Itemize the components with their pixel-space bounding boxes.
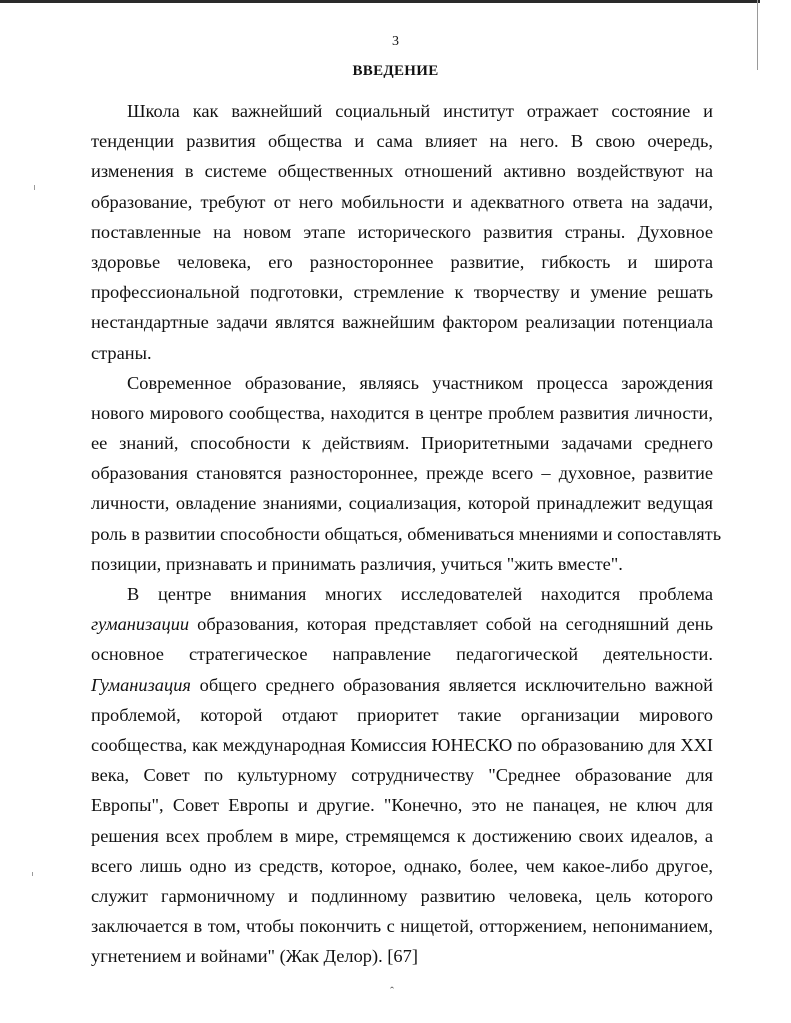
text-line: ее знаний, способности к действиям. Приоритетными задачами среднего	[91, 433, 713, 454]
section-heading: ВВЕДЕНИЕ	[352, 63, 439, 79]
text-line: личности, овладение знаниями, социализация, которой принадлежит ведущая	[91, 493, 713, 514]
text-line: поставленные на новом этапе исторического развития страны. Духовное	[91, 221, 713, 242]
italic-term: гуманизации	[91, 614, 190, 635]
text-line: нестандартные задачи являтся важнейшим фактором реализации потенциала	[91, 312, 713, 333]
text-line: здоровье человека, его разностороннее развитие, гибкость и широта	[91, 251, 713, 272]
text-line	[91, 609, 713, 639]
text-line: века, Совет по культурному сотрудничеству "Среднее образование для	[91, 765, 713, 786]
scan-top-border	[0, 0, 760, 3]
text-line: профессиональной подготовки, стремление к творчеству и умение решать	[91, 282, 713, 303]
text-line: проблемой, которой отдают приоритет такие организации мирового	[91, 704, 713, 725]
text-run: образования, которая представляет собой на сегодняшний день	[189, 614, 713, 635]
text-line: Школа как важнейший социальный институт отражает состояние и	[127, 101, 713, 121]
text-line: основное стратегическое направление педагогической деятельности.	[91, 644, 713, 665]
text-line: Европы", Совет Европы и другие. "Конечно, это не панацея, не ключ для	[91, 795, 713, 816]
text-line: решения всех проблем в мире, стремящемся к достижению своих идеалов, а	[91, 825, 713, 846]
text-line: заключается в том, чтобы покончить с нищетой, отторжением, непониманием,	[91, 916, 713, 937]
scan-margin-dot	[32, 872, 33, 876]
paragraph	[91, 368, 722, 579]
text-line: страны.	[91, 342, 152, 363]
text-line: нового мирового сообщества, находится в центре проблем развития личности,	[91, 402, 713, 423]
text-run: общего среднего образования является исключительно важной	[190, 674, 713, 695]
scan-margin-dot	[34, 185, 35, 190]
text-line: роль в развитии способности общаться, обмениваться мнениями и сопоставлять	[91, 523, 722, 544]
text-line: сообщества, как международная Комиссия ЮНЕСКО по образованию для XXI	[91, 734, 713, 755]
document-body	[91, 96, 722, 971]
scan-bottom-mark: ˆ	[390, 984, 394, 998]
italic-term: Гуманизация	[91, 674, 191, 695]
paragraph	[91, 96, 713, 368]
text-line	[91, 670, 713, 700]
text-line: изменения в системе общественных отношений активно воздействуют на	[91, 161, 713, 182]
text-line: всего лишь одно из средств, которое, однако, более, чем какое-либо другое,	[91, 855, 713, 876]
text-line: угнетением и войнами" (Жак Делор). [67]	[91, 946, 418, 967]
page-number: 3	[392, 34, 399, 49]
text-line: тенденции развития общества и сама влияет на него. В свою очередь,	[91, 131, 713, 152]
text-line: В центре внимания многих исследователей находится проблема	[127, 584, 713, 604]
text-line: образования становятся разностороннее, прежде всего – духовное, развитие	[91, 463, 713, 484]
text-line: позиции, признавать и принимать различия, учиться "жить вместе".	[91, 553, 623, 574]
text-line: образование, требуют от него мобильности и адекватного ответа на задачи,	[91, 191, 713, 212]
text-line: Современное образование, являясь участником процесса зарождения	[127, 372, 713, 393]
paragraph	[91, 579, 713, 971]
text-line: служит гармоничному и подлинному развитию человека, цель которого	[91, 885, 713, 906]
